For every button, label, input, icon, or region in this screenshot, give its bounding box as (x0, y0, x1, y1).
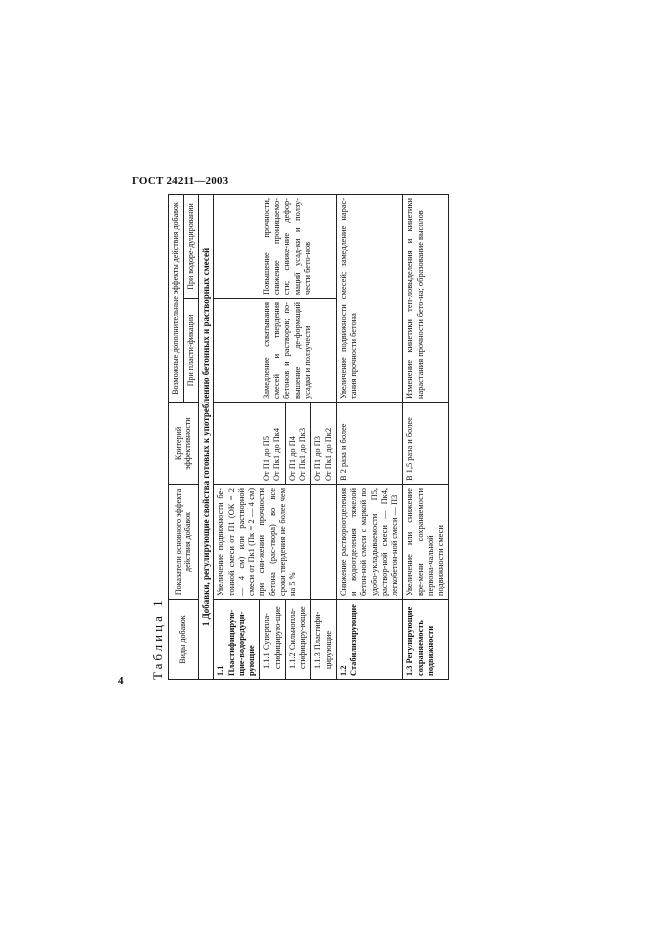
effect-water: Повышение прочности, снижение проницаемо-сти; сниже-ние дефор-маций усад-ки и ползу-чести бето-нов (260, 194, 337, 298)
table-row (403, 194, 449, 679)
row-kind: 1.2 Стабилизирующие (336, 600, 403, 680)
row-indicator: Увеличение или снижение вре-мени сохраняемости первона-чальной подвижности смеси (403, 485, 449, 600)
col-indicator: Показатели основного эффекта действия добавок (169, 485, 199, 600)
col-water: При водоре-дуцировании (183, 194, 198, 298)
row-kind: 1.1 Пластифицирую-щие-водоредуци-рующие (214, 600, 260, 680)
row-kind: 1.3 Регулирующие сохраняемость подвижности (403, 600, 449, 680)
col-kind: Виды добавок (169, 600, 199, 680)
criterion-a: От П1 до П5 (261, 436, 271, 481)
row-kind: 1.1.3 Пластифи-цирующие (311, 600, 337, 680)
criterion-a: От П1 до П3 (313, 436, 323, 481)
row-indicator: Увеличение подвижности бе-тонной смеси от П1 (ОК = 2 — 4 см) или растворной смеси от Пк1 (Пк = 2 — 4 см) при сни-жении прочности бетона (рас-твора) во все сроки твердения не более чем на 5 % (214, 485, 311, 600)
table-row (260, 194, 286, 679)
col-criterion: Критерий эффективности (169, 403, 199, 485)
row-indicator: Снижение раствороотделения и водоотделения тяжелой бетон-ной смеси с маркой по удобо-укладываемости П5, раствор-ной смеси — Пк4, легкобетон-ной смеси — П3 (336, 485, 403, 600)
row-kind: 1.1.2 Сильнопла-стифициру-ющие (285, 600, 311, 680)
col-plast: При пласти-фикации (183, 299, 198, 403)
section-row (198, 194, 214, 679)
effect-plast: Замедление схватывания смесей и твердения бетонов и растворов; по-вышение де-формаций усадки и ползучести (260, 299, 337, 403)
table-row (336, 194, 403, 679)
page-number: 4 (118, 675, 124, 687)
row-criterion: В 1,5 раза и более (403, 403, 449, 485)
row-effects: Увеличение подвижности смесей; замедление нарас-тания прочности бетона (336, 194, 403, 402)
table-row (214, 194, 260, 679)
criterion-b: От Пк1 до Пк2 (323, 427, 333, 481)
row-criterion: В 2 раза и более (336, 403, 403, 485)
criterion-b: От Пк1 до Пк3 (298, 427, 308, 481)
section-title: 1 Добавки, регулирующие свойства готовых к употреблению бетонных и растворных смесей (198, 194, 214, 679)
standard-number: ГОСТ 24211—2003 (132, 175, 229, 187)
row-kind: 1.1.1 Суперпла-стифицирую-щие (260, 600, 286, 680)
table-caption: Таблица 1 (150, 597, 165, 680)
row-effects: Изменение кинетики теп-ловыделения и кинетики нарастания прочности бето-на; образование высолов (403, 194, 449, 402)
criterion-b: От Пк1 до Пк4 (272, 427, 282, 481)
additives-table (168, 194, 449, 680)
rotated-table-block (150, 195, 470, 680)
criterion-a: От П1 до П4 (287, 436, 297, 481)
table-header-row (169, 194, 184, 679)
col-effects: Возможные дополнительные эффекты действия добавок (169, 194, 184, 402)
